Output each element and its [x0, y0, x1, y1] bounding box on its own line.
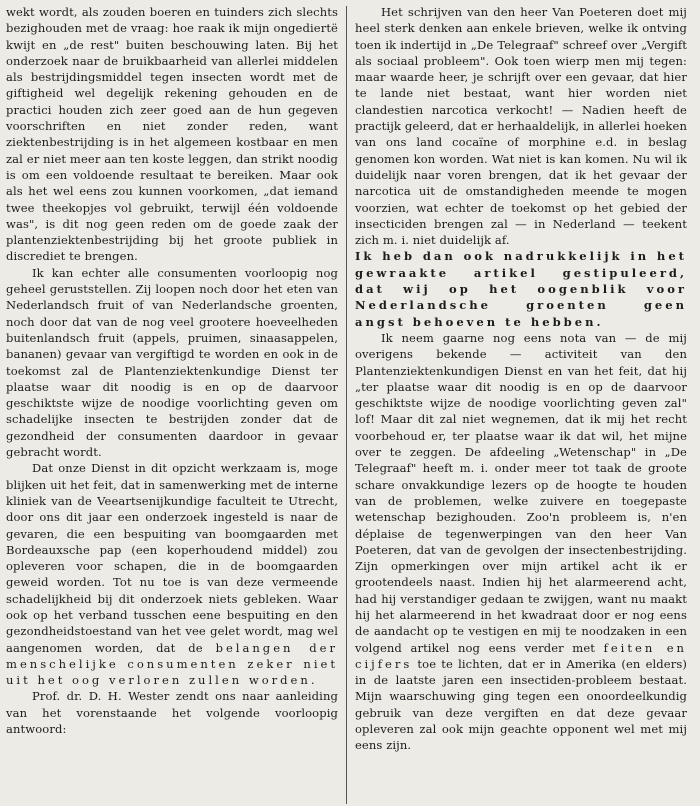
left-paragraph-3-text: Dat onze Dienst in dit opzicht werkzaam is, moge blijken uit het feit, dat in samenwerking met de interne kliniek van de Veeartsenijkundige faculteit te Utrecht, door ons dit jaar een onderzoek ingesteld is naar de gevaren, die een bespuiting van boomgaarden met Bordeauxsche pap (een koperhoudend middel) zou opleveren voor schapen, die in de boomgaarden geweid worden. Tot nu toe is van deze vermeende schadelijkheid bij dit onderzoek niets gebleken. Waar ook op het verband tusschen eene bespuiting en den gezondheidstoestand van het vee gelet wordt, mag wel aangenomen worden, dat de: [6, 461, 338, 655]
left-paragraph-1: wekt wordt, als zouden boeren en tuinders zich slechts bezighouden met de vraag: hoe raak ik mijn ongediertë kwijt en „de rest" buiten beschouwing laten. Bij het onderzoek naar de bruikbaarheid van allerlei middelen als bestrijdingsmiddel tegen insecten wordt met de giftigheid wel degelijk rekening gehouden en de practici houden zich zeer goed aan de hun gegeven voorschriften en niet zonder reden, want ziektenbestrijding is in het algemeen kostbaar en men zal er niet meer aan ten koste leggen, dan strikt noodig is om een voldoende resultaat te bereiken. Maar ook als het wel eens zou kunnen voorkomen, „dat iemand twee theekopjes vol gebruikt, terwijl één voldoende was", is dit nog geen reden om de goede zaak der plantenziektenbestrijding bij het groote publiek in discrediet te brengen.: [6, 5, 338, 264]
right-paragraph-1: Het schrijven van den heer Van Poeteren doet mij heel sterk denken aan enkele brieven, welke ik ontving toen ik indertijd in „De Telegraaf" schreef over „Vergift als sociaal probleem". Ook toen wierp men mij tegen: maar waarde heer, je schrijft over een gevaar, dat hier te lande niet bestaat, want hier worden niet clandestien narcotica verkocht! — Nadien heeft de practijk geleerd, dat er herhaaldelijk, in allerlei hoeken van ons land cocaïne of morphine e.d. in beslag genomen kon worden. Wat niet is kan komen. Nu wil ik duidelijk naar voren brengen, dat ik het gevaar der narcotica uit de omstandigheden meende te mogen voorzien, wat echter de toekomst op het gebied der insecticiden brengen zal — in Nederland — teekent zich m. i. niet duidelijk af.: [355, 5, 687, 248]
right-column: [347, 4, 687, 806]
left-paragraph-2: Ik kan echter alle consumenten voorloopig nog geheel geruststellen. Zij loopen noch door het eten van Nederlandsch fruit of van Nederlandsche groenten, noch door dat van de nog veel grootere hoeveelheden buitenlandsch fruit (appels, pruimen, sinaasappelen, bananen) gevaar van vergiftigd te worden en ook in de toekomst zal de Plantenziektenkundige Dienst ter plaatse waar dit noodig is en op de daarvoor geschiktste wijze de noodige voorlichting geven om schadelijke insecten te bestrijden zonder dat de gezondheid der consumenten daardoor in gevaar gebracht wordt.: [6, 265, 338, 460]
left-paragraph-4: Prof. dr. D. H. Wester zendt ons naar aanleiding van het vorenstaande het volgende voorloopig antwoord:: [6, 689, 338, 737]
right-paragraph-2-end: toe te lichten, dat er in Amerika (en elders) in de laatste jaren een insectiden-probleem bestaat. Mijn waarschuwing ging tegen een onoordeelkundig gebruik van deze vergiften en dat deze gevaar opleveren zal ook mijn geachte opponent wel met mij eens zijn.: [355, 656, 687, 753]
left-column: [6, 4, 346, 806]
left-paragraph-3: [6, 460, 338, 688]
right-paragraph-emphasis: Ik heb dan ook nadrukkelijk in het gewraakte artikel gestipuleerd, dat wij op het oogenblik voor Nederlandsche groenten geen angst behoeven te hebben.: [355, 249, 687, 329]
right-paragraph-2-text: Ik neem gaarne nog eens nota van — de mij overigens bekende — activiteit van den Plantenziektenkundigen Dienst en van het feit, dat hij „ter plaatse waar dit noodig is en op de daarvoor geschiktste wijze de noodige voorlichting geven zal" lof! Maar dit zal niet wegnemen, dat ik mij het recht voorbehoud er, ter plaatse waar ik dat wil, het mijne over te zeggen. De afdeeling „Wetenschap" in „De Telegraaf" heeft m. i. onder meer tot taak de groote schare onvakkundige lezers op de hoogte te houden van de problemen, welke zuivere en toegepaste wetenschap bezighouden. Zoo'n probleem is, n'en déplaise de tegenwerpingen van den heer Van Poeteren, dat van de gevolgen der insectenbestrijding. Zijn opmerkingen over mijn artikel acht ik er grootendeels naast. Indien hij het alarmeerend acht, had hij verstandiger gedaan te zwijgen, want nu maakt hij het alarmeerend in het kwadraat door er nog eens de aandacht op te vestigen en mij te noodzaken in een volgend artikel nog eens verder met: [355, 330, 687, 655]
right-paragraph-2: [355, 330, 687, 754]
right-paragraph-2-spaced: feiten en cijfers: [355, 640, 687, 671]
left-paragraph-3-spaced: belangen der menschelijke consumenten zeker niet uit het oog verloren zullen worden.: [6, 640, 338, 688]
